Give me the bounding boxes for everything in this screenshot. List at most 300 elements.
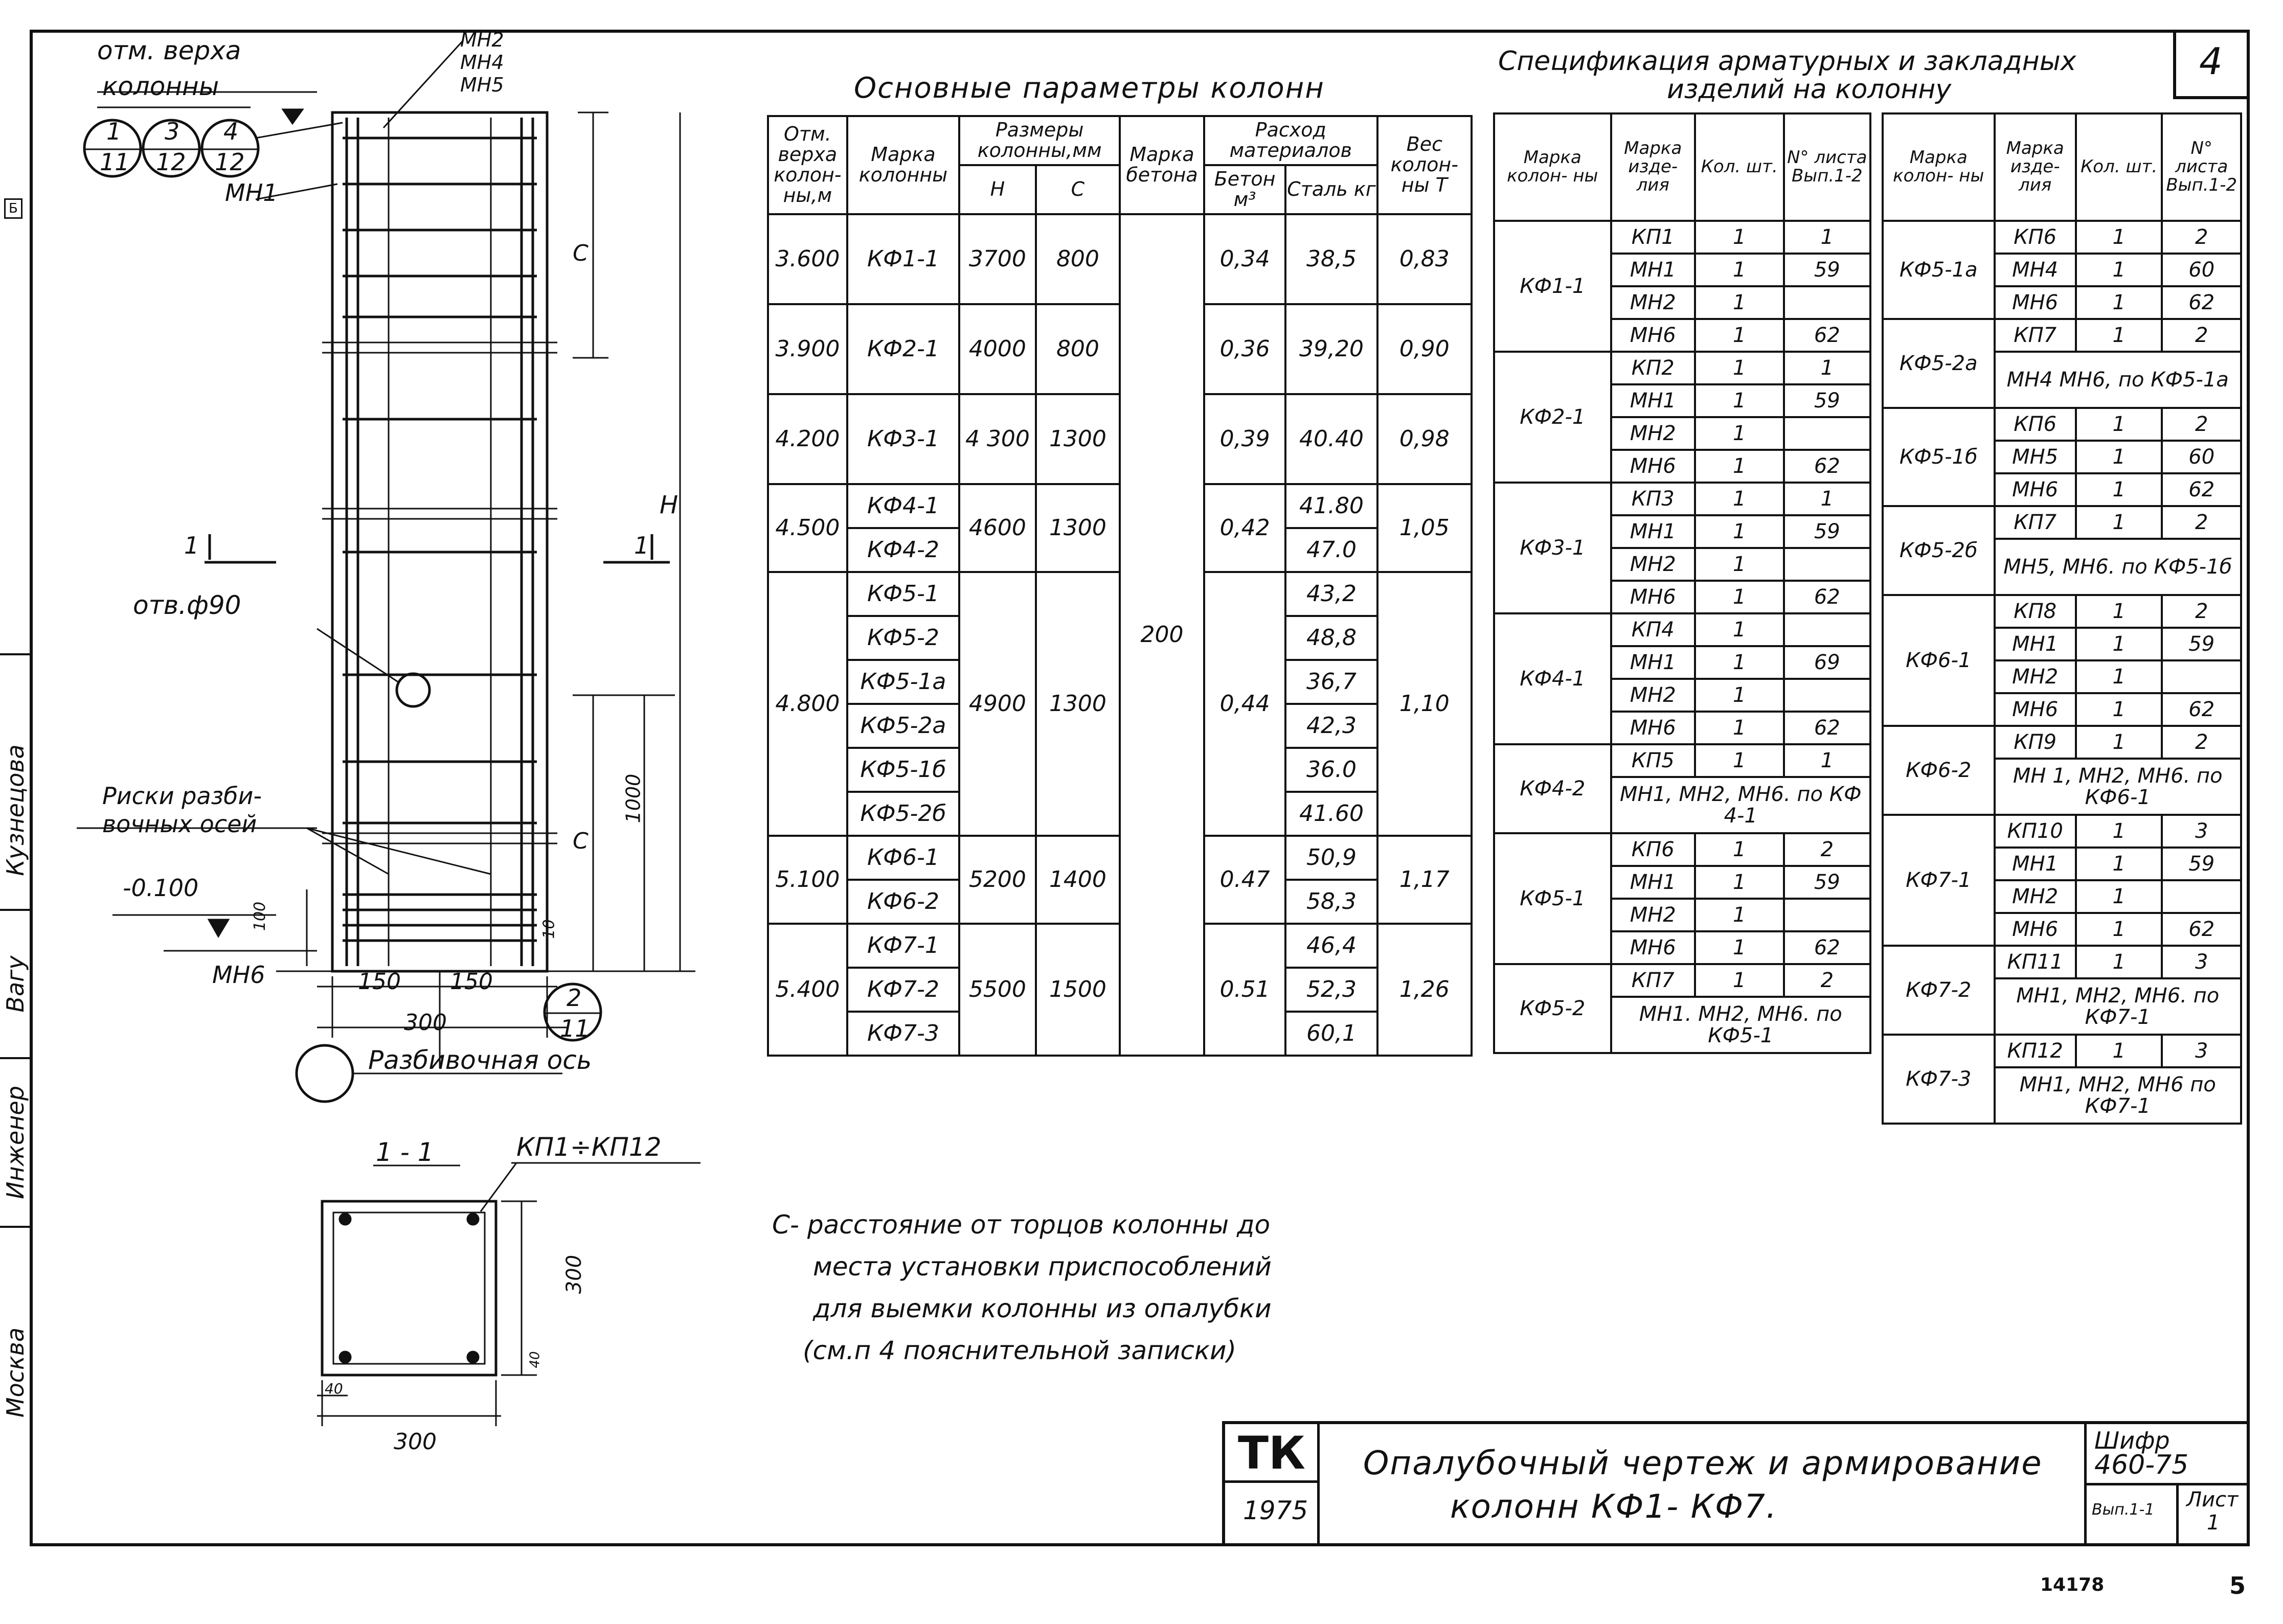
spec-cell-qty: 1 bbox=[2076, 815, 2162, 848]
h-steel: Сталь кг bbox=[1285, 165, 1377, 214]
spec-cell-qty: 1 bbox=[2076, 595, 2162, 628]
hole-label: отв.ф90 bbox=[133, 590, 241, 620]
spec-row bbox=[1883, 408, 2241, 441]
spec-cell-sheet: 3 bbox=[2162, 946, 2241, 978]
cell-H: 4000 bbox=[959, 304, 1036, 394]
spec-cell-item: МН6 bbox=[1995, 286, 2076, 319]
cell-mark: КФ3-1 bbox=[847, 394, 959, 484]
spec-cell-item: МН2 bbox=[1995, 660, 2076, 693]
spec-cell-item: МН6 bbox=[1611, 712, 1695, 744]
spec-cell-item: МН6 bbox=[1611, 931, 1695, 964]
spec-cell-sheet: 2 bbox=[2162, 319, 2241, 352]
spec-cell-qty: 1 bbox=[1695, 286, 1784, 319]
section-title: 1 - 1 bbox=[376, 1137, 434, 1167]
section-dim-40-v: 40 bbox=[527, 1351, 543, 1368]
spec-cell-qty: 1 bbox=[2076, 848, 2162, 880]
spec-cell-item: МН5 bbox=[1995, 441, 2076, 473]
spec-cell-sheet: 62 bbox=[1784, 712, 1870, 744]
dim-100: 100 bbox=[251, 901, 269, 931]
spec-title-1: Спецификация арматурных и закладных bbox=[1498, 46, 2076, 77]
params-title: Основные параметры колонн bbox=[854, 72, 1325, 105]
spec-cell-item: КП9 bbox=[1995, 726, 2076, 759]
cell-C: 1300 bbox=[1036, 484, 1120, 572]
spec-cell-col: КФ6-2 bbox=[1883, 726, 1995, 815]
cell-H: 5500 bbox=[959, 924, 1036, 1056]
spec-row bbox=[1494, 613, 1870, 646]
spec-cell-ref: МН1. МН2, МН6. по КФ5-1 bbox=[1611, 997, 1870, 1053]
spec-cell-item: МН1 bbox=[1611, 384, 1695, 417]
cell-mark: КФ7-1 bbox=[847, 924, 959, 968]
spec-cell-qty: 1 bbox=[1695, 833, 1784, 866]
spec-cell-sheet: 59 bbox=[2162, 628, 2241, 660]
spec-row bbox=[1883, 946, 2241, 978]
spec-cell-col: КФ5-2 bbox=[1494, 964, 1611, 1053]
elev-minus-0100: -0.100 bbox=[123, 874, 199, 902]
risks-label: Риски разби- bbox=[102, 782, 262, 810]
issue-value: Вып.1-1 bbox=[2092, 1501, 2155, 1519]
callout-bottom-bottom: 11 bbox=[560, 1015, 590, 1042]
spec-cell-qty: 1 bbox=[2076, 880, 2162, 913]
spec-row bbox=[1883, 506, 2241, 539]
spec-cell-item: КП4 bbox=[1611, 613, 1695, 646]
cell-C: 1400 bbox=[1036, 836, 1120, 924]
cell-steel: 50,9 bbox=[1285, 836, 1377, 880]
spec-cell-item: МН4 bbox=[1995, 254, 2076, 286]
spec-cell-qty: 1 bbox=[1695, 483, 1784, 515]
cell-mark: КФ5-1б bbox=[847, 748, 959, 792]
spec-row bbox=[1883, 815, 2241, 848]
spec-cell-qty: 1 bbox=[1695, 646, 1784, 679]
cell-mark: КФ5-2 bbox=[847, 616, 959, 660]
spec-cell-col: КФ5-2б bbox=[1883, 506, 1995, 595]
spec-cell-col: КФ5-1б bbox=[1883, 408, 1995, 506]
margin-name-kuznetsova: Кузнецова bbox=[2, 744, 29, 876]
section-1-1-drawing bbox=[297, 1140, 716, 1467]
title-line-2: колонн КФ1- КФ7. bbox=[1450, 1488, 1778, 1526]
cipher-label: Шифр bbox=[2094, 1427, 2170, 1454]
spec-cell-sheet: 62 bbox=[1784, 931, 1870, 964]
axis-label: Разбивочная ось bbox=[368, 1045, 592, 1075]
spec-cell-item: МН6 bbox=[1611, 450, 1695, 483]
cell-H: 4900 bbox=[959, 572, 1036, 836]
spec-cell-item: МН1 bbox=[1611, 254, 1695, 286]
spec-cell-item: МН1 bbox=[1995, 628, 2076, 660]
spec-cell-col: КФ6-1 bbox=[1883, 595, 1995, 726]
spec-cell-item: МН2 bbox=[1611, 679, 1695, 712]
footer-code: 14178 bbox=[2040, 1574, 2105, 1595]
cell-vol: 0,42 bbox=[1204, 484, 1285, 572]
spec-cell-qty: 1 bbox=[2076, 946, 2162, 978]
spec-cell-qty: 1 bbox=[1695, 515, 1784, 548]
spec-row bbox=[1494, 744, 1870, 777]
cell-elev: 3.600 bbox=[768, 214, 847, 304]
risks-label2: вочных осей bbox=[102, 810, 257, 838]
section-dim-40-h: 40 bbox=[325, 1380, 343, 1397]
spec-cell-qty: 1 bbox=[2076, 913, 2162, 946]
spec-cell-qty: 1 bbox=[2076, 441, 2162, 473]
footer-page: 5 bbox=[2229, 1572, 2246, 1599]
spec-cell-qty: 1 bbox=[1695, 548, 1784, 581]
spec-cell-qty: 1 bbox=[2076, 660, 2162, 693]
margin-name-engineer: Инженер bbox=[2, 1086, 29, 1199]
spec-cell-qty: 1 bbox=[1695, 712, 1784, 744]
cell-steel: 48,8 bbox=[1285, 616, 1377, 660]
spec-cell-col: КФ3-1 bbox=[1494, 483, 1611, 613]
dim-300: 300 bbox=[404, 1010, 447, 1036]
spec-cell-item: МН2 bbox=[1611, 286, 1695, 319]
callout-2-top: 3 bbox=[165, 118, 180, 145]
spec-cell-item: МН6 bbox=[1611, 581, 1695, 613]
spec-row bbox=[1883, 221, 2241, 254]
spec-cell-qty: 1 bbox=[2076, 221, 2162, 254]
spec-cell-sheet: 2 bbox=[1784, 833, 1870, 866]
spec-cell-col: КФ7-2 bbox=[1883, 946, 1995, 1035]
cell-steel: 36.0 bbox=[1285, 748, 1377, 792]
spec-cell-item: КП6 bbox=[1611, 833, 1695, 866]
spec-row bbox=[1494, 483, 1870, 515]
cell-elev: 4.800 bbox=[768, 572, 847, 836]
h-concrete-vol: Бетон м³ bbox=[1204, 165, 1285, 214]
spec-cell-sheet bbox=[2162, 880, 2241, 913]
cell-steel: 58,3 bbox=[1285, 880, 1377, 924]
part-mn2: МН2 bbox=[460, 29, 504, 51]
section-mark-right: 1 bbox=[634, 532, 649, 559]
params-table bbox=[767, 115, 1473, 1057]
cell-mark: КФ5-1а bbox=[847, 660, 959, 704]
spec-cell-sheet: 2 bbox=[2162, 726, 2241, 759]
dim-150-left: 150 bbox=[358, 969, 401, 995]
callout-2-bottom: 12 bbox=[156, 148, 186, 176]
cell-C: 1500 bbox=[1036, 924, 1120, 1056]
dim-h: H bbox=[660, 491, 679, 519]
title-year: 1975 bbox=[1243, 1496, 1308, 1525]
spec-cell-item: МН2 bbox=[1611, 899, 1695, 931]
cell-weight: 0,98 bbox=[1377, 394, 1472, 484]
cell-steel: 46,4 bbox=[1285, 924, 1377, 968]
spec-cell-sheet: 62 bbox=[1784, 319, 1870, 352]
spec-cell-item: КП6 bbox=[1995, 221, 2076, 254]
spec-cell-sheet: 62 bbox=[2162, 473, 2241, 506]
spec-cell-qty: 1 bbox=[1695, 384, 1784, 417]
spec-cell-qty: 1 bbox=[1695, 679, 1784, 712]
dim-c-bottom: C bbox=[573, 828, 589, 854]
spec-cell-sheet: 3 bbox=[2162, 815, 2241, 848]
spec-h-item: Марка изде- лия bbox=[1995, 113, 2076, 221]
cell-mark: КФ6-1 bbox=[847, 836, 959, 880]
callout-3-bottom: 12 bbox=[215, 148, 245, 176]
spec-cell-sheet: 59 bbox=[1784, 384, 1870, 417]
part-mn5: МН5 bbox=[460, 74, 504, 96]
spec-cell-qty: 1 bbox=[1695, 964, 1784, 997]
cell-H: 4600 bbox=[959, 484, 1036, 572]
spec-h-qty: Кол. шт. bbox=[2076, 113, 2162, 221]
note-line: для выемки колонны из опалубки bbox=[813, 1294, 1272, 1323]
params-row bbox=[768, 572, 1472, 616]
params-row bbox=[768, 394, 1472, 484]
spec-cell-item: МН2 bbox=[1611, 548, 1695, 581]
params-row bbox=[768, 924, 1472, 968]
spec-cell-item: МН6 bbox=[1995, 693, 2076, 726]
cell-vol: 0.51 bbox=[1204, 924, 1285, 1056]
spec-cell-qty: 1 bbox=[1695, 254, 1784, 286]
spec-cell-sheet: 60 bbox=[2162, 441, 2241, 473]
spec-cell-item: КП8 bbox=[1995, 595, 2076, 628]
spec-cell-item: МН1 bbox=[1611, 866, 1695, 899]
spec-cell-sheet: 2 bbox=[2162, 595, 2241, 628]
cell-concrete-grade: 200 bbox=[1120, 214, 1204, 1056]
params-row bbox=[768, 484, 1472, 528]
spec-cell-sheet bbox=[1784, 548, 1870, 581]
cell-mark: КФ4-2 bbox=[847, 528, 959, 572]
h-H: H bbox=[959, 165, 1036, 214]
spec-cell-col: КФ5-1а bbox=[1883, 221, 1995, 319]
spec-cell-qty: 1 bbox=[1695, 613, 1784, 646]
top-elev-label2: колонны bbox=[102, 72, 219, 101]
spec-row bbox=[1494, 352, 1870, 384]
h-mark: Марка колонны bbox=[847, 116, 959, 214]
spec-cell-sheet bbox=[1784, 417, 1870, 450]
cell-weight: 0,90 bbox=[1377, 304, 1472, 394]
spec-cell-qty: 1 bbox=[2076, 408, 2162, 441]
spec-cell-qty: 1 bbox=[2076, 506, 2162, 539]
spec-cell-qty: 1 bbox=[2076, 628, 2162, 660]
cell-C: 1300 bbox=[1036, 572, 1120, 836]
note-block bbox=[772, 1204, 1272, 1371]
spec-cell-sheet: 62 bbox=[1784, 581, 1870, 613]
cell-steel: 40.40 bbox=[1285, 394, 1377, 484]
cell-steel: 41.60 bbox=[1285, 792, 1377, 836]
cell-vol: 0,44 bbox=[1204, 572, 1285, 836]
h-concrete: Марка бетона bbox=[1120, 116, 1204, 214]
cell-mark: КФ4-1 bbox=[847, 484, 959, 528]
mn6-label: МН6 bbox=[212, 961, 265, 989]
cell-C: 1300 bbox=[1036, 394, 1120, 484]
spec-cell-item: КП11 bbox=[1995, 946, 2076, 978]
note-line: места установки приспособлений bbox=[813, 1252, 1272, 1282]
cell-steel: 41.80 bbox=[1285, 484, 1377, 528]
spec-cell-item: КП7 bbox=[1995, 506, 2076, 539]
cell-elev: 5.400 bbox=[768, 924, 847, 1056]
spec-cell-sheet bbox=[1784, 286, 1870, 319]
cell-vol: 0,36 bbox=[1204, 304, 1285, 394]
spec-cell-sheet: 69 bbox=[1784, 646, 1870, 679]
cell-steel: 43,2 bbox=[1285, 572, 1377, 616]
cell-steel: 39,20 bbox=[1285, 304, 1377, 394]
spec-cell-item: КП7 bbox=[1995, 319, 2076, 352]
spec-cell-col: КФ2-1 bbox=[1494, 352, 1611, 483]
spec-cell-sheet: 1 bbox=[1784, 744, 1870, 777]
cell-weight: 1,17 bbox=[1377, 836, 1472, 924]
h-weight: Вес колон- ны Т bbox=[1377, 116, 1472, 214]
spec-cell-ref: МН1, МН2, МН6 по КФ7-1 bbox=[1995, 1067, 2242, 1124]
spec-cell-item: КП1 bbox=[1611, 221, 1695, 254]
spec-row bbox=[1883, 726, 2241, 759]
spec-cell-sheet: 62 bbox=[2162, 913, 2241, 946]
spec-cell-sheet: 2 bbox=[2162, 408, 2241, 441]
callout-bottom-top: 2 bbox=[567, 984, 582, 1012]
spec-cell-col: КФ4-2 bbox=[1494, 744, 1611, 833]
spec-cell-qty: 1 bbox=[2076, 286, 2162, 319]
cell-H: 4 300 bbox=[959, 394, 1036, 484]
cell-mark: КФ5-2а bbox=[847, 704, 959, 748]
cell-elev: 4.200 bbox=[768, 394, 847, 484]
spec-cell-sheet: 2 bbox=[2162, 221, 2241, 254]
spec-cell-item: КП6 bbox=[1995, 408, 2076, 441]
spec-cell-sheet: 59 bbox=[1784, 515, 1870, 548]
spec-cell-ref: МН5, МН6. по КФ5-1б bbox=[1995, 539, 2242, 595]
spec-row bbox=[1494, 833, 1870, 866]
callout-1-top: 1 bbox=[106, 118, 122, 145]
spec-cell-col: КФ7-1 bbox=[1883, 815, 1995, 946]
spec-cell-sheet bbox=[1784, 679, 1870, 712]
cell-weight: 1,05 bbox=[1377, 484, 1472, 572]
cell-weight: 0,83 bbox=[1377, 214, 1472, 304]
spec-h-qty: Кол. шт. bbox=[1695, 113, 1784, 221]
spec-cell-sheet: 59 bbox=[1784, 254, 1870, 286]
params-row bbox=[768, 214, 1472, 304]
spec-cell-ref: МН1, МН2, МН6. по КФ7-1 bbox=[1995, 978, 2242, 1035]
spec-cell-col: КФ5-1 bbox=[1494, 833, 1611, 964]
spec-cell-sheet: 1 bbox=[1784, 483, 1870, 515]
spec-cell-item: КП3 bbox=[1611, 483, 1695, 515]
spec-cell-qty: 1 bbox=[1695, 450, 1784, 483]
spec-cell-qty: 1 bbox=[1695, 352, 1784, 384]
spec-row bbox=[1494, 964, 1870, 997]
cell-steel: 38,5 bbox=[1285, 214, 1377, 304]
cell-steel: 47.0 bbox=[1285, 528, 1377, 572]
cell-steel: 36,7 bbox=[1285, 660, 1377, 704]
spec-cell-qty: 1 bbox=[2076, 693, 2162, 726]
spec-cell-qty: 1 bbox=[1695, 221, 1784, 254]
cell-mark: КФ1-1 bbox=[847, 214, 959, 304]
spec-cell-sheet: 62 bbox=[2162, 286, 2241, 319]
spec-cell-qty: 1 bbox=[1695, 744, 1784, 777]
spec-cell-item: МН6 bbox=[1995, 473, 2076, 506]
spec-row bbox=[1883, 319, 2241, 352]
margin-name-moscow: Москва bbox=[2, 1327, 29, 1418]
spec-cell-sheet: 3 bbox=[2162, 1035, 2241, 1067]
cell-C: 800 bbox=[1036, 214, 1120, 304]
spec-cell-item: МН1 bbox=[1995, 848, 2076, 880]
sheet-number-box bbox=[2173, 30, 2247, 99]
margin-stamp: Б bbox=[4, 198, 22, 219]
section-kp-label: КП1÷КП12 bbox=[516, 1132, 662, 1162]
cell-steel: 60,1 bbox=[1285, 1012, 1377, 1056]
spec-cell-sheet: 62 bbox=[2162, 693, 2241, 726]
spec-cell-sheet bbox=[1784, 613, 1870, 646]
part-mn1: МН1 bbox=[225, 179, 278, 207]
spec-h-col: Марка колон- ны bbox=[1494, 113, 1611, 221]
cell-C: 800 bbox=[1036, 304, 1120, 394]
cell-mark: КФ6-2 bbox=[847, 880, 959, 924]
spec-cell-sheet: 1 bbox=[1784, 221, 1870, 254]
dim-10: 10 bbox=[540, 919, 558, 939]
spec-cell-item: МН2 bbox=[1995, 880, 2076, 913]
logo-tk: ТК bbox=[1238, 1427, 1305, 1479]
h-usage: Расход материалов bbox=[1204, 116, 1377, 165]
top-elev-label: отм. верха bbox=[97, 36, 241, 65]
spec-cell-qty: 1 bbox=[2076, 1035, 2162, 1067]
spec-cell-sheet: 1 bbox=[1784, 352, 1870, 384]
params-row bbox=[768, 836, 1472, 880]
cell-weight: 1,26 bbox=[1377, 924, 1472, 1056]
spec-cell-qty: 1 bbox=[1695, 319, 1784, 352]
spec-cell-sheet: 2 bbox=[1784, 964, 1870, 997]
spec-h-col: Марка колон- ны bbox=[1883, 113, 1995, 221]
cell-steel: 52,3 bbox=[1285, 968, 1377, 1012]
spec-cell-item: МН2 bbox=[1611, 417, 1695, 450]
spec-cell-col: КФ7-3 bbox=[1883, 1035, 1995, 1124]
cell-mark: КФ7-3 bbox=[847, 1012, 959, 1056]
spec-h-item: Марка изде- лия bbox=[1611, 113, 1695, 221]
spec-cell-ref: МН4 МН6, по КФ5-1а bbox=[1995, 352, 2242, 408]
spec-cell-sheet bbox=[1784, 899, 1870, 931]
spec-table-right bbox=[1882, 112, 2242, 1125]
cell-elev: 5.100 bbox=[768, 836, 847, 924]
callout-3-top: 4 bbox=[223, 118, 239, 145]
title-line-1: Опалубочный чертеж и армирование bbox=[1363, 1445, 2043, 1482]
cell-vol: 0.47 bbox=[1204, 836, 1285, 924]
spec-cell-qty: 1 bbox=[2076, 319, 2162, 352]
spec-row bbox=[1494, 221, 1870, 254]
h-sizes: Размеры колонны,мм bbox=[959, 116, 1120, 165]
spec-h-sheet: N° листа Вып.1-2 bbox=[1784, 113, 1870, 221]
dim-150-right: 150 bbox=[450, 969, 493, 995]
spec-row bbox=[1883, 1035, 2241, 1067]
spec-cell-item: МН6 bbox=[1611, 319, 1695, 352]
cell-H: 5200 bbox=[959, 836, 1036, 924]
note-line: С- расстояние от торцов колонны до bbox=[772, 1210, 1271, 1240]
cell-vol: 0,39 bbox=[1204, 394, 1285, 484]
spec-cell-qty: 1 bbox=[1695, 866, 1784, 899]
cell-elev: 4.500 bbox=[768, 484, 847, 572]
section-dim-300-v: 300 bbox=[562, 1254, 586, 1294]
spec-cell-item: КП5 bbox=[1611, 744, 1695, 777]
title-block bbox=[1222, 1421, 2247, 1543]
spec-cell-sheet: 62 bbox=[1784, 450, 1870, 483]
cipher-value: 460-75 bbox=[2094, 1450, 2189, 1480]
callout-1-bottom: 11 bbox=[100, 148, 130, 176]
sheet-value: 1 bbox=[2207, 1511, 2220, 1535]
spec-cell-sheet: 60 bbox=[2162, 254, 2241, 286]
spec-h-sheet: N° листа Вып.1-2 bbox=[2162, 113, 2241, 221]
margin-name-vagu: Вагу bbox=[2, 955, 29, 1013]
dim-1000: 1000 bbox=[622, 773, 645, 824]
spec-cell-ref: МН1, МН2, МН6. по КФ 4-1 bbox=[1611, 777, 1870, 833]
spec-cell-item: МН1 bbox=[1611, 515, 1695, 548]
dim-c-top: C bbox=[573, 240, 589, 266]
left-margin-strip bbox=[0, 30, 30, 1540]
spec-table-left bbox=[1493, 112, 1871, 1054]
spec-cell-sheet bbox=[2162, 660, 2241, 693]
cell-vol: 0,34 bbox=[1204, 214, 1285, 304]
spec-cell-item: МН6 bbox=[1995, 913, 2076, 946]
spec-cell-qty: 1 bbox=[2076, 726, 2162, 759]
cell-mark: КФ2-1 bbox=[847, 304, 959, 394]
cell-elev: 3.900 bbox=[768, 304, 847, 394]
spec-cell-item: МН1 bbox=[1611, 646, 1695, 679]
spec-cell-qty: 1 bbox=[1695, 417, 1784, 450]
cell-mark: КФ7-2 bbox=[847, 968, 959, 1012]
spec-cell-col: КФ4-1 bbox=[1494, 613, 1611, 744]
spec-cell-qty: 1 bbox=[2076, 473, 2162, 506]
spec-cell-col: КФ5-2а bbox=[1883, 319, 1995, 408]
part-mn4: МН4 bbox=[460, 51, 504, 74]
cell-mark: КФ5-1 bbox=[847, 572, 959, 616]
spec-cell-item: КП10 bbox=[1995, 815, 2076, 848]
spec-cell-item: КП2 bbox=[1611, 352, 1695, 384]
spec-cell-sheet: 2 bbox=[2162, 506, 2241, 539]
